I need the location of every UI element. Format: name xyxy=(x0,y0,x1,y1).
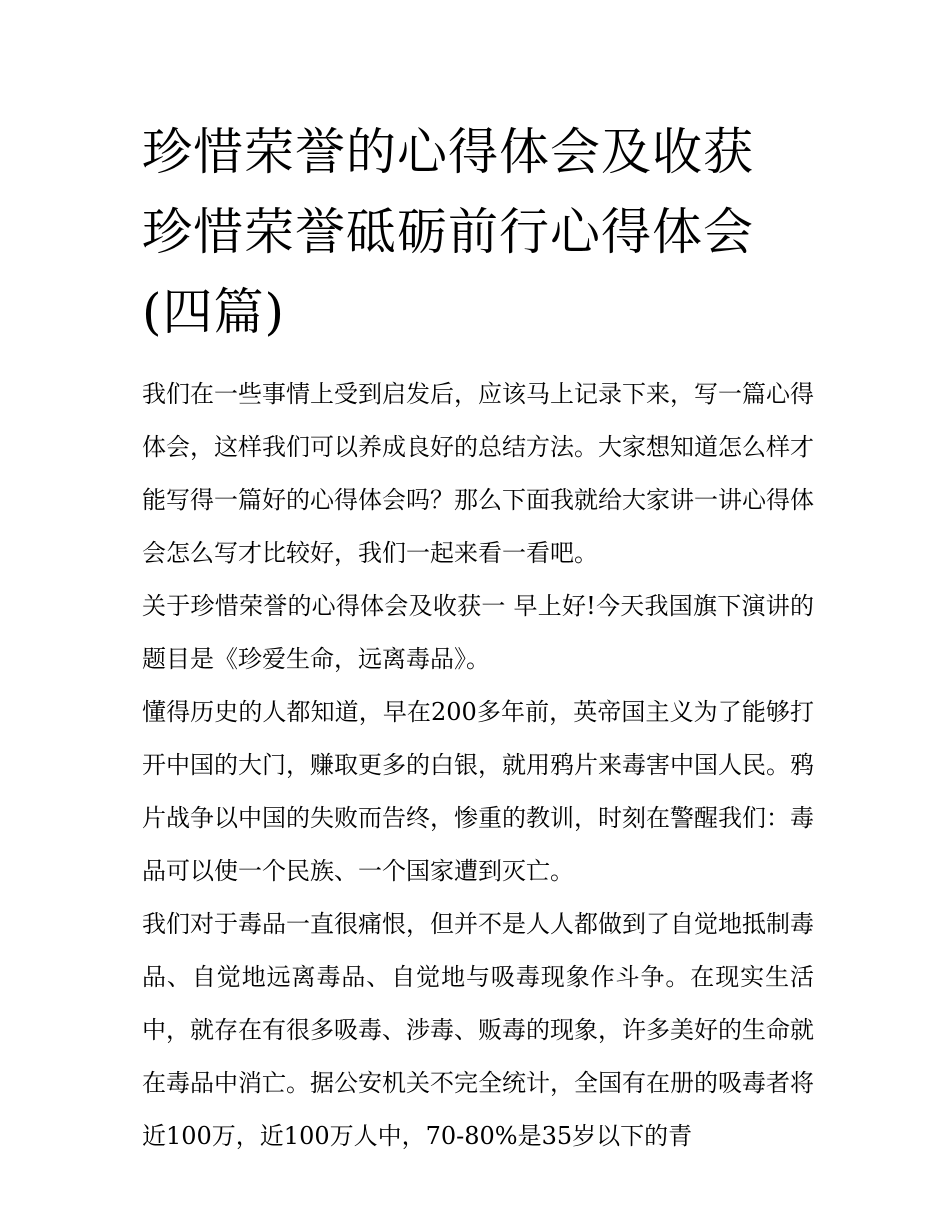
paragraph-history: 懂得历史的人都知道，早在200多年前，英帝国主义为了能够打开中国的大门，赚取更多的白银，就用鸦片来毒害中国人民。鸦片战争以中国的失败而告终，惨重的教训，时刻在警醒我们：毒品可以使一个民族、一个国家遭到灭亡。 xyxy=(142,698,814,885)
paragraph-intro: 我们在一些事情上受到启发后，应该马上记录下来，写一篇心得体会，这样我们可以养成良好的总结方法。大家想知道怎么样才能写得一篇好的心得体会吗？那么下面我就给大家讲一讲心得体会怎么写才比较好，我们一起来看一看吧。 xyxy=(142,380,814,567)
paragraph-speech-opening: 关于珍惜荣誉的心得体会及收获一 早上好!今天我国旗下演讲的题目是《珍爱生命，远离毒品》。 xyxy=(142,592,814,673)
paragraph-drug-statistics: 我们对于毒品一直很痛恨，但并不是人人都做到了自觉地抵制毒品、自觉地远离毒品、自觉地与吸毒现象作斗争。在现实生活中，就存在有很多吸毒、涉毒、贩毒的现象，许多美好的生命就在毒品中消亡。据公安机关不完全统计，全国有在册的吸毒者将近100万，近100万人中，70-80%是35岁以下的青 xyxy=(142,910,814,1150)
document-body xyxy=(142,112,814,1163)
document-title: 珍惜荣誉的心得体会及收获 珍惜荣誉砥砺前行心得体会(四篇) xyxy=(142,123,754,341)
